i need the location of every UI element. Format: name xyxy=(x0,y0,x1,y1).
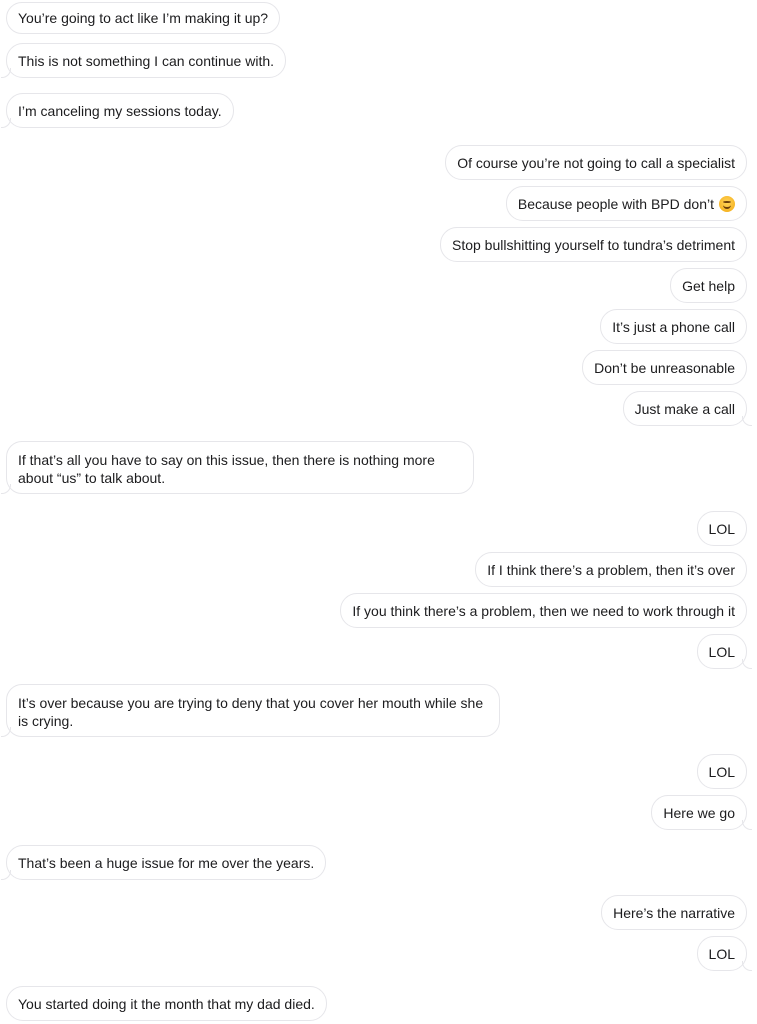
message-text: Stop bullshitting yourself to tundra’s detriment xyxy=(451,236,735,253)
received-message[interactable] xyxy=(6,845,326,880)
message-text: If you think there’s a problem, then we need to work through it xyxy=(352,602,735,619)
sent-message[interactable] xyxy=(601,895,747,930)
sent-message[interactable] xyxy=(623,391,747,426)
message-text: LOL xyxy=(708,763,735,780)
message-text: That’s been a huge issue for me over the years. xyxy=(18,854,315,871)
received-message[interactable] xyxy=(6,684,500,737)
sent-message[interactable] xyxy=(475,552,747,587)
received-message[interactable] xyxy=(6,441,474,494)
sent-message[interactable] xyxy=(445,145,747,180)
message-text: Because people with BPD don’t xyxy=(517,195,714,212)
message-text: It’s just a phone call xyxy=(612,318,735,335)
message-text: I’m canceling my sessions today. xyxy=(18,102,222,119)
message-text: LOL xyxy=(708,945,735,962)
sent-message[interactable] xyxy=(440,227,747,262)
received-message[interactable] xyxy=(6,986,327,1021)
message-text: Just make a call xyxy=(634,400,735,417)
sent-message[interactable] xyxy=(697,936,747,971)
sent-message[interactable] xyxy=(697,754,747,789)
message-text: If that’s all you have to say on this issue, then there is nothing more about “us” to talk about. xyxy=(18,452,435,486)
sent-message[interactable] xyxy=(697,634,747,669)
sent-message[interactable] xyxy=(600,309,747,344)
message-text: You started doing it the month that my dad died. xyxy=(18,995,315,1012)
message-text: It’s over because you are trying to deny that you cover her mouth while she is crying. xyxy=(18,695,484,729)
sent-message[interactable] xyxy=(697,511,747,546)
sent-message[interactable] xyxy=(582,350,747,385)
received-message[interactable] xyxy=(6,93,234,128)
message-text: If I think there’s a problem, then it’s over xyxy=(487,561,735,578)
message-text: Don’t be unreasonable xyxy=(594,359,735,376)
smiling-face-emoji-icon xyxy=(719,196,735,212)
received-message[interactable] xyxy=(6,43,286,78)
received-message[interactable] xyxy=(6,2,280,34)
sent-message[interactable] xyxy=(340,593,747,628)
sent-message[interactable] xyxy=(670,268,747,303)
message-text: Here we go xyxy=(663,804,735,821)
sent-message[interactable] xyxy=(651,795,747,830)
message-text: Get help xyxy=(682,277,735,294)
message-text: LOL xyxy=(708,520,735,537)
message-text: Of course you’re not going to call a specialist xyxy=(457,154,735,171)
sent-message[interactable] xyxy=(506,186,747,221)
message-text: This is not something I can continue with. xyxy=(18,52,275,69)
message-text: LOL xyxy=(708,643,735,660)
message-text: Here’s the narrative xyxy=(613,904,735,921)
message-text: You’re going to act like I’m making it up? xyxy=(18,10,269,26)
